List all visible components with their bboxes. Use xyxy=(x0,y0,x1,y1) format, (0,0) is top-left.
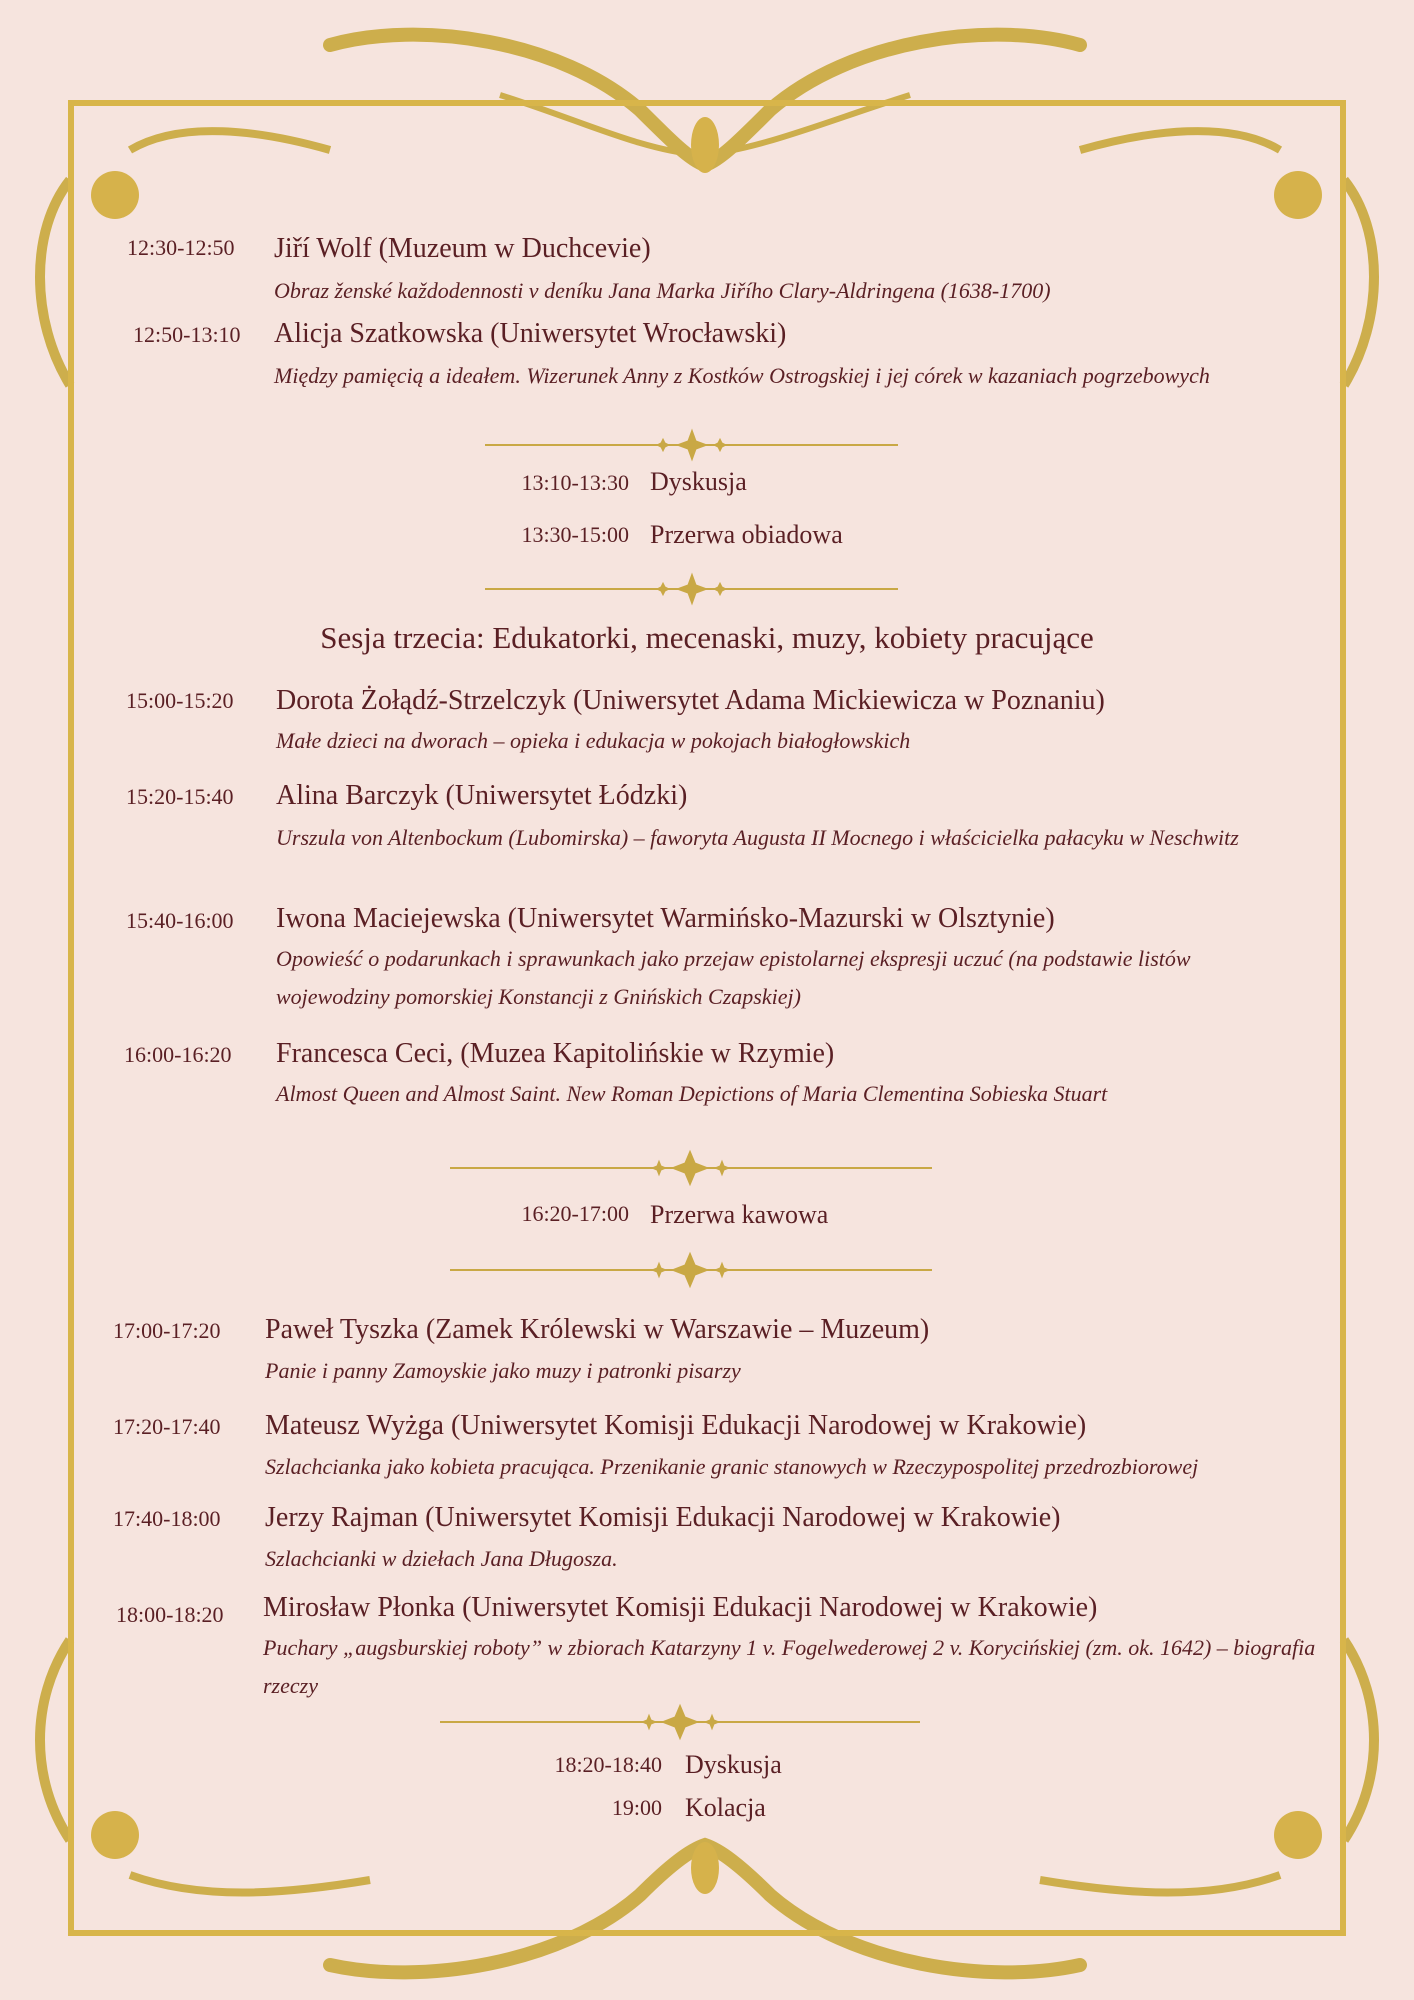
time-slot: 15:00-15:20 xyxy=(126,688,234,713)
time-slot: 18:00-18:20 xyxy=(116,1602,224,1627)
speaker-name: Mirosław Płonka (Uniwersytet Komisji Edukacji Narodowej w Krakowie) xyxy=(263,1592,1098,1623)
time-slot: 12:30-12:50 xyxy=(127,235,235,260)
left-top-flourish xyxy=(40,180,70,385)
talk-title: Szlachcianki w dziełach Jana Długosza. xyxy=(265,1546,618,1571)
speaker-name: Paweł Tyszka (Zamek Królewski w Warszawie – Muzeum) xyxy=(265,1314,930,1345)
talk-title: Między pamięcią a ideałem. Wizerunek Anny z Kostków Ostrogskiej i jej córek w kazaniach pogrzebowych xyxy=(274,363,1210,388)
talk-title: Puchary „augsburskiej roboty” w zbiorach Katarzyny 1 v. Fogelwederowej 2 v. Korycińskiej (zm. ok. 1642) – biografia rzeczy xyxy=(263,1635,1316,1698)
time-slot: 15:40-16:00 xyxy=(126,908,234,933)
schedule-item: Przerwa obiadowa xyxy=(650,520,843,549)
time-slot: 16:20-17:00 xyxy=(521,1201,629,1226)
left-bottom-flourish xyxy=(40,1640,70,1840)
time-slot: 17:00-17:20 xyxy=(113,1318,221,1343)
speaker-name: Jerzy Rajman (Uniwersytet Komisji Edukacji Narodowej w Krakowie) xyxy=(265,1502,1061,1533)
time-slot: 17:40-18:00 xyxy=(113,1506,221,1531)
session-title: Sesja trzecia: Edukatorki, mecenaski, muzy, kobiety pracujące xyxy=(320,620,1094,655)
time-slot: 19:00 xyxy=(611,1795,662,1820)
talk-title: Panie i panny Zamoyskie jako muzy i patronki pisarzy xyxy=(265,1358,741,1383)
talk-title: Opowieść o podarunkach i sprawunkach jako przejaw epistolarnej ekspresji uczuć (na podstawie listów wojewodziny pomorskiej Konstancji z Gnińskich Czapskiej) xyxy=(276,946,1191,1009)
time-slot: 13:30-15:00 xyxy=(521,522,629,547)
schedule-item: Kolacja xyxy=(685,1793,766,1822)
talk-title: Urszula von Altenbockum (Lubomirska) – faworyta Augusta II Mocnego i właścicielka pałacyku w Neschwitz xyxy=(276,825,1239,850)
speaker-name: Alina Barczyk (Uniwersytet Łódzki) xyxy=(276,780,688,811)
talk-title: Szlachcianka jako kobieta pracująca. Przenikanie granic stanowych w Rzeczypospolitej przedrozbiorowej xyxy=(265,1454,1199,1479)
schedule-item: Przerwa kawowa xyxy=(650,1200,829,1229)
talk-title: Almost Queen and Almost Saint. New Roman Depictions of Maria Clementina Sobieska Stuart xyxy=(276,1081,1108,1106)
speaker-name: Jiří Wolf (Muzeum w Duchcevie) xyxy=(274,233,651,264)
time-slot: 17:20-17:40 xyxy=(113,1414,221,1439)
speaker-name: Iwona Maciejewska (Uniwersytet Warmińsko-Mazurski w Olsztynie) xyxy=(276,903,1055,934)
time-slot: 16:00-16:20 xyxy=(124,1042,232,1067)
speaker-name: Dorota Żołądź-Strzelczyk (Uniwersytet Adama Mickiewicza w Poznaniu) xyxy=(276,685,1105,716)
time-slot: 18:20-18:40 xyxy=(554,1752,662,1777)
speaker-name: Mateusz Wyżga (Uniwersytet Komisji Edukacji Narodowej w Krakowie) xyxy=(265,1410,1087,1441)
speaker-name: Alicja Szatkowska (Uniwersytet Wrocławski) xyxy=(274,318,787,349)
time-slot: 12:50-13:10 xyxy=(133,322,241,347)
right-bottom-flourish xyxy=(1344,1640,1374,1840)
schedule-item: Dyskusja xyxy=(650,467,747,496)
talk-title: Małe dzieci na dworach – opieka i edukacja w pokojach białogłowskich xyxy=(276,728,911,753)
time-slot: 13:10-13:30 xyxy=(521,470,629,495)
talk-title: Obraz ženské každodennosti v deníku Jana Marka Jiřího Clary-Aldringena (1638-1700) xyxy=(274,278,1051,303)
speaker-name: Francesca Ceci, (Muzea Kapitolińskie w Rzymie) xyxy=(276,1038,835,1069)
time-slot: 15:20-15:40 xyxy=(126,784,234,809)
schedule-item: Dyskusja xyxy=(685,1750,782,1779)
